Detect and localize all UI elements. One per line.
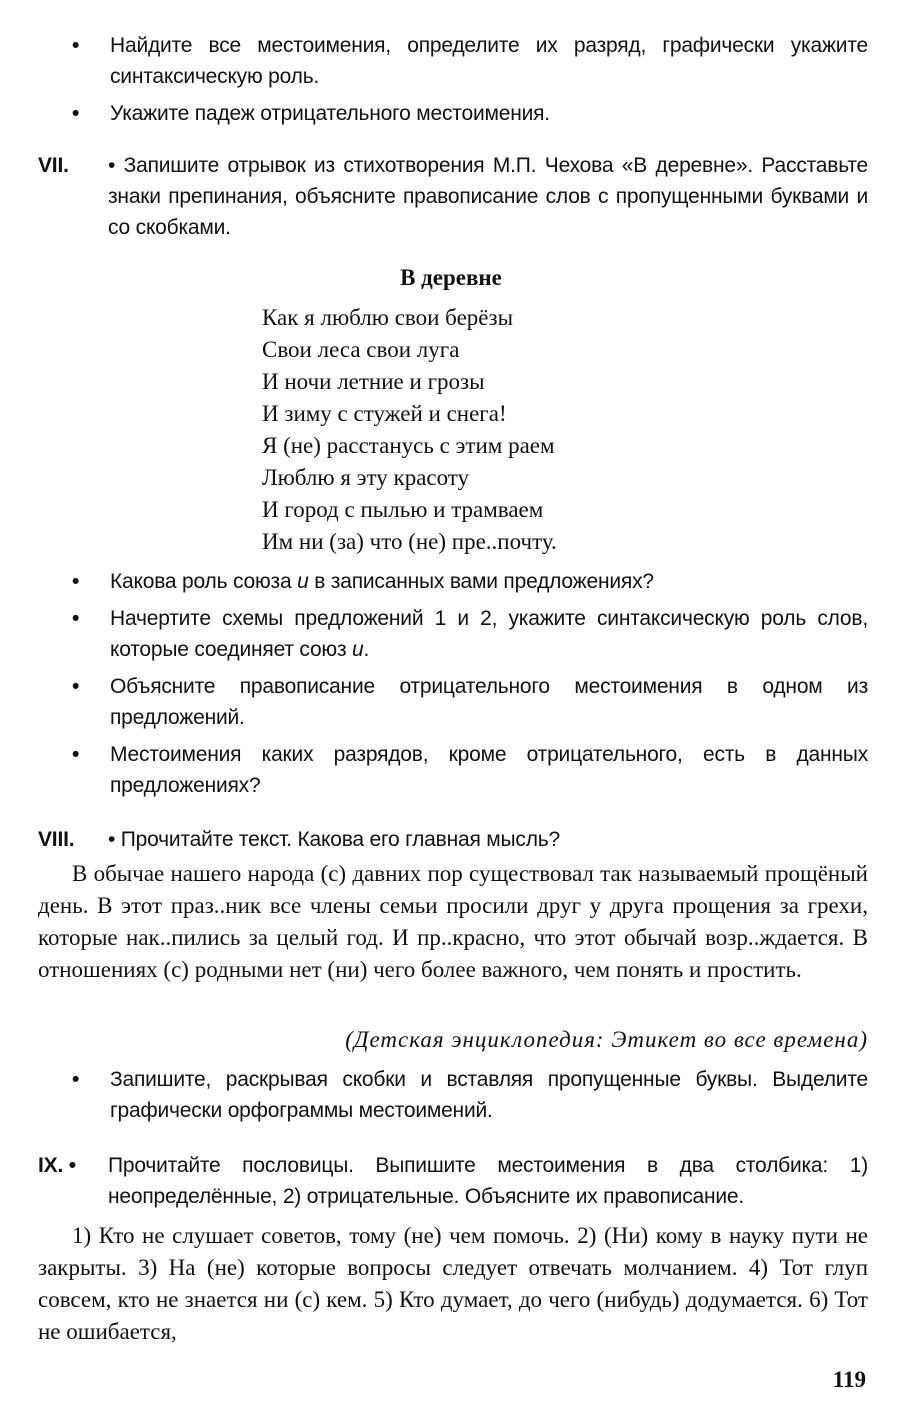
list-item: • Местоимения каких разрядов, кроме отрицательного, есть в данных предложениях?: [70, 739, 868, 801]
bullet-icon: •: [72, 675, 80, 698]
vii-bullet-list: [70, 566, 868, 807]
bullet-icon: •: [72, 34, 80, 57]
list-item: • Начертите схемы предложений 1 и 2, укажите синтаксическую роль слов, которые соединяет союз и.: [70, 603, 868, 665]
list-item: • Запишите, раскрывая скобки и вставляя пропущенные буквы. Выделите графически орфограммы местоимений.: [70, 1064, 868, 1126]
poem-line: И ночи летние и грозы: [262, 369, 485, 394]
poem-line: Люблю я эту красоту: [262, 465, 470, 490]
bullet-icon: •: [72, 1068, 80, 1091]
list-item: • Какова роль союза и в записанных вами предложениях?: [70, 566, 868, 597]
poem-line: И зиму с стужей и снега!: [262, 401, 507, 426]
text-source: (Детская энциклопедия: Этикет во все времена): [345, 1027, 868, 1052]
task-number: IX. •: [38, 1154, 76, 1177]
poem-line: Свои леса свои луга: [262, 337, 460, 362]
poem-line: Им ни (за) что (не) пре..почту.: [262, 529, 557, 554]
poem-line: И город с пылью и трамваем: [262, 497, 544, 522]
bullet-icon: •: [72, 570, 80, 593]
top-bullet-list: [70, 30, 868, 135]
task-instruction: • Прочитайте текст. Какова его главная мысль?: [108, 828, 560, 851]
bullet-icon: •: [72, 607, 80, 630]
viii-bullet-list: [70, 1064, 868, 1132]
task-instruction: • Запишите отрывок из стихотворения М.П. Чехова «В деревне». Расставьте знаки препинания, объясните правописание слов с пропущенными буквами и со скобками.: [108, 154, 868, 239]
task-instruction: Прочитайте пословицы. Выпишите местоимения в два столбика: 1) неопределённые, 2) отрицательные. Объясните их правописание.: [108, 1154, 868, 1208]
bullet-icon: •: [72, 102, 80, 125]
poem-line: Как я люблю свои берёзы: [262, 305, 514, 330]
task-number: VII.: [38, 154, 69, 177]
task-viii: [38, 824, 868, 855]
bullet-icon: •: [72, 743, 80, 766]
poem-title: В деревне: [400, 265, 502, 290]
list-item: • Объясните правописание отрицательного местоимения в одном из предложений.: [70, 671, 868, 733]
task-vii: [38, 150, 868, 243]
poem: [262, 302, 722, 558]
ix-proverbs: 1) Кто не слушает советов, тому (не) чем помочь. 2) (Ни) кому в науку пути не закрыты. 3) На (не) которые вопросы следует отвечать молчанием. 4) Тот глуп совсем, кто не знается ни (с) кем. 5) Кто думает, до чего (нибудь) додумается. 6) Тот не ошибается,: [38, 1223, 868, 1344]
list-item: • Укажите падеж отрицательного местоимения.: [70, 98, 868, 129]
viii-text: В обычае нашего народа (с) давних пор существовал так называемый прощёный день. В этот праз..ник все члены семьи просили друг у друга прощения за грехи, которые нак..пились за целый год. И пр..красно, что этот обычай возр..ждается. В отношениях (с) родными нет (ни) чего более важного, чем понять и простить.: [38, 861, 868, 982]
page-number: 119: [832, 1367, 866, 1392]
list-item: • Найдите все местоимения, определите их разряд, графически укажите синтаксическую роль.: [70, 30, 868, 92]
poem-line: Я (не) расстанусь с этим раем: [262, 433, 555, 458]
task-number: VIII.: [38, 828, 75, 851]
task-ix: [38, 1150, 868, 1212]
